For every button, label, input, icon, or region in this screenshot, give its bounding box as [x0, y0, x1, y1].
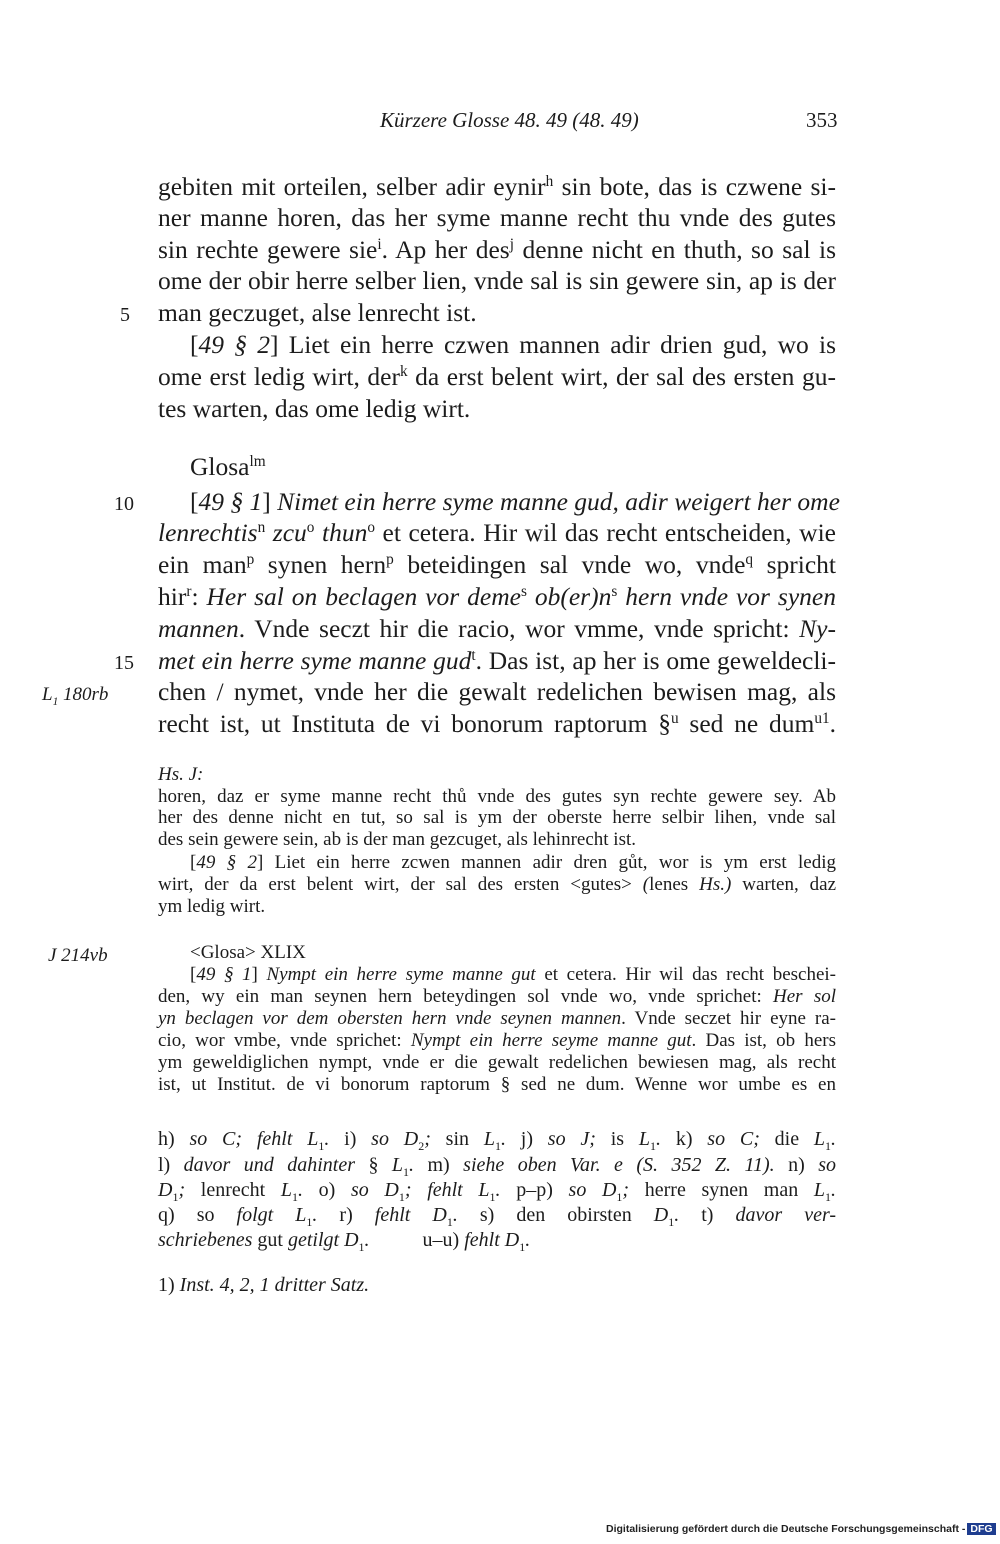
text-run: D — [158, 1179, 173, 1201]
text-run: . — [324, 1128, 330, 1150]
text-line — [158, 807, 836, 829]
line-number: 5 — [120, 304, 130, 326]
text-run: 2 — [418, 1139, 425, 1153]
text-run: mannen — [158, 614, 239, 643]
text-run: 1 — [398, 1190, 405, 1204]
text-run — [701, 1204, 836, 1226]
text-run — [158, 1204, 318, 1229]
text-run: 1 — [306, 1215, 313, 1229]
dfg-logo: DFG — [967, 1523, 995, 1535]
text-run: [ — [190, 964, 197, 985]
text-run: met ein herre syme manne gud — [158, 646, 472, 675]
text-run: 49 § 1 — [196, 964, 252, 985]
text-line — [158, 1074, 836, 1096]
text-run: q — [745, 550, 754, 568]
apparatus-line — [158, 1204, 836, 1227]
text-run: L — [813, 1179, 826, 1201]
text-line — [158, 614, 836, 644]
text-run: 1 — [494, 1139, 501, 1153]
text-run: man geczuget, alse lenrecht ist. — [158, 298, 477, 327]
text-run: u — [671, 709, 679, 727]
text-run: [ — [190, 330, 199, 359]
text-run: beteidingen sal vnde wo, vnde — [393, 550, 746, 579]
text-run: . Vnde seczt hir die racio, wor vmme, vnde spricht: — [238, 614, 800, 643]
text-run: o — [306, 518, 315, 536]
text-line — [158, 1052, 836, 1074]
text-run: cio, wor vmbe, vnde sprichet: — [158, 1030, 411, 1051]
text-run: 1 — [489, 1190, 496, 1204]
text-run: [ — [190, 852, 197, 873]
apparatus-line — [158, 1154, 836, 1177]
text-run: 1 — [668, 1215, 675, 1229]
apparatus-line — [158, 1128, 836, 1151]
glosa-heading — [190, 942, 306, 964]
text-run: so — [818, 1154, 837, 1176]
text-run: . — [831, 1128, 837, 1150]
text-run: p — [386, 550, 394, 568]
text-run — [339, 1204, 458, 1229]
text-line — [158, 172, 836, 202]
text-run: 49 § 2 — [196, 852, 257, 873]
text-run: o — [367, 518, 375, 536]
apparatus-line — [158, 1179, 836, 1202]
text-run: ym ledig wirt. — [158, 896, 266, 917]
text-run: j) — [520, 1128, 548, 1150]
text-run: lenrechtis — [158, 518, 258, 547]
text-run: . — [829, 709, 836, 738]
apparatus-line — [158, 1229, 530, 1252]
text-line — [158, 646, 836, 676]
text-run: herre synen man — [629, 1179, 814, 1201]
text-run: u–u) — [422, 1229, 465, 1251]
text-run: so C; fehlt L — [189, 1128, 319, 1150]
text-run: ( — [642, 874, 650, 895]
text-run: L — [391, 1154, 404, 1176]
text-run: l) — [158, 1154, 184, 1176]
text-run: . — [656, 1128, 661, 1150]
text-run: t — [471, 646, 476, 664]
text-run: 1 — [616, 1190, 623, 1204]
text-run — [158, 1154, 415, 1179]
text-run — [520, 1128, 661, 1153]
text-run: . — [297, 1179, 303, 1201]
text-run: <Glosa> XLIX — [190, 942, 306, 963]
text-run: t) — [701, 1204, 736, 1226]
text-run: fehlt D — [374, 1204, 447, 1226]
text-run: ome erst ledig wirt, der — [158, 362, 400, 391]
text-run: 1) — [158, 1274, 180, 1296]
text-run: is — [595, 1128, 639, 1150]
text-run: ome der obir herre selber lien, vnde sal is sin gewere sin, ap is der — [158, 266, 836, 295]
text-run: n) — [788, 1154, 819, 1176]
text-run: 1 — [318, 1139, 325, 1153]
text-run: . Das ist, ap her is ome geweldecli- — [475, 646, 836, 675]
text-run: recht ist, ut Instituta de vi bonorum raptorum § — [158, 709, 672, 738]
text-run: 1 — [650, 1139, 656, 1153]
text-run: n — [257, 518, 266, 536]
text-run: Nympt ein herre seyme manne gut — [410, 1030, 692, 1051]
text-line — [158, 203, 836, 233]
text-run: . — [831, 1179, 837, 1201]
text-run: et cetera. Hir wil das recht entscheiden, wie — [374, 518, 836, 547]
text-run: [ — [190, 487, 199, 516]
text-run: 49 § 1 — [198, 487, 263, 516]
text-line — [190, 330, 836, 360]
text-run — [516, 1179, 837, 1204]
text-run: her des denne nicht en tut, so sal is ym der oberste herre selbir lihen, vnde sal — [158, 807, 836, 828]
text-line — [158, 582, 836, 612]
text-run: . Vnde seczet hir eyne ra- — [621, 1008, 837, 1029]
text-run: davor ver- — [735, 1204, 837, 1226]
text-run: ; — [424, 1128, 431, 1150]
text-run: so D — [568, 1179, 617, 1201]
text-run: : — [191, 582, 207, 611]
text-run — [422, 1229, 531, 1254]
text-run: Nympt ein herre syme manne gut — [266, 964, 536, 985]
text-run: L — [280, 1179, 292, 1201]
text-run: i) — [344, 1128, 372, 1150]
text-run: lm — [249, 452, 266, 470]
text-run: u1 — [814, 709, 830, 727]
text-line — [158, 266, 836, 296]
text-run: L — [42, 684, 53, 705]
text-line — [190, 964, 836, 986]
text-run — [158, 1128, 330, 1153]
text-run: tes warten, das ome ledig wirt. — [158, 394, 471, 423]
text-run: 1 — [519, 1240, 526, 1254]
text-run: q) so — [158, 1204, 237, 1226]
text-run: h — [545, 172, 554, 190]
text-run: den, wy ein man seynen hern beteydingen sol vnde wo, vnde sprichet: — [158, 986, 774, 1007]
text-run: . Ap her des — [381, 235, 510, 264]
text-run: 1 — [291, 1190, 298, 1204]
text-run: h) — [158, 1128, 190, 1150]
hs-label — [158, 764, 203, 786]
text-line — [158, 298, 477, 328]
text-run: Hs.) — [699, 874, 732, 895]
text-line — [158, 362, 836, 392]
page-number: 353 — [806, 108, 838, 132]
line-number: 15 — [114, 652, 134, 674]
text-line — [158, 235, 836, 265]
text-line — [158, 986, 836, 1008]
text-run: ; fehlt L — [404, 1179, 490, 1201]
text-run: sin bote, das is czwene si- — [553, 172, 836, 201]
text-run: ] Liet ein herre czwen mannen adir drien gud, wo is — [269, 330, 837, 359]
text-line — [158, 1030, 836, 1052]
text-line — [158, 874, 836, 896]
text-run: 1 — [403, 1165, 410, 1179]
source-note — [158, 1274, 369, 1297]
text-run: wirt, der da erst belent wirt, der sal des ersten <gutes> — [158, 874, 643, 895]
manuscript-siglum: J 214vb — [48, 945, 108, 966]
text-line — [158, 677, 836, 707]
text-run: ist, ut Institut. de vi bonorum raptorum § sed ne dum. Wenne wor umbe es en — [158, 1074, 836, 1095]
text-line — [158, 896, 265, 918]
text-run: des sein gewere sein, ab is der man gezcuget, als lehinrecht ist. — [158, 829, 636, 850]
text-run: Hs. J: — [158, 764, 204, 785]
text-run: . — [495, 1179, 501, 1201]
text-run: hern vnde vor synen — [617, 582, 836, 611]
manuscript-siglum — [42, 684, 108, 706]
text-run: lenes — [649, 874, 700, 895]
text-run: s — [520, 582, 527, 600]
text-run: gebiten mit orteilen, selber adir eynir — [158, 172, 546, 201]
text-run: 1 — [172, 1190, 179, 1204]
text-run: . — [409, 1154, 415, 1176]
text-run: m) — [427, 1154, 464, 1176]
text-run: yn beclagen vor dem obersten hern vnde seynen mannen — [158, 1008, 622, 1029]
text-run: . — [452, 1204, 458, 1226]
text-run — [158, 1229, 370, 1254]
running-title: Kürzere Glosse 48. 49 (48. 49) — [380, 108, 639, 132]
glosa-heading — [190, 452, 266, 482]
text-run: synen hern — [254, 550, 387, 579]
text-run: so J; — [547, 1128, 596, 1150]
text-line — [158, 829, 636, 851]
text-run: 1 — [825, 1139, 832, 1153]
text-line — [158, 518, 836, 548]
text-run: horen, daz er syme manne recht thů vnde des gutes syn rechte gewere sey. Ab — [158, 786, 836, 807]
text-run: D — [653, 1204, 669, 1226]
line-number: 10 — [114, 493, 134, 515]
text-run: . — [500, 1128, 506, 1150]
text-run: s) den obirsten — [479, 1204, 654, 1226]
text-run: hir — [158, 582, 187, 611]
text-line — [190, 852, 836, 874]
text-run — [158, 1179, 303, 1204]
text-run: ; — [178, 1179, 186, 1201]
text-run — [788, 1154, 836, 1176]
text-run: schriebenes — [158, 1229, 253, 1251]
text-run — [318, 1179, 501, 1204]
text-run: ein man — [158, 550, 247, 579]
text-run: ] — [251, 964, 267, 985]
digitization-credit: Digitalisierung gefördert durch die Deutsche Forschungsgemeinschaft - DFG — [606, 1523, 996, 1535]
text-run: L — [483, 1128, 495, 1150]
text-run: sin — [430, 1128, 484, 1150]
text-run: . — [525, 1229, 531, 1251]
text-line — [158, 1008, 836, 1030]
text-line — [190, 487, 840, 517]
text-line — [158, 786, 836, 808]
text-run: . — [312, 1204, 318, 1226]
text-run: davor und dahinter — [183, 1154, 355, 1176]
text-run: da erst belent wirt, der sal des ersten gu- — [407, 362, 836, 391]
text-run: . — [364, 1229, 370, 1251]
text-run: o) — [318, 1179, 351, 1201]
text-run: warten, daz — [731, 874, 837, 895]
text-run: § — [355, 1154, 392, 1176]
text-run: spricht — [753, 550, 836, 579]
text-run — [344, 1128, 506, 1153]
text-run: denne nicht en thuth, so sal is — [513, 235, 837, 264]
text-run — [427, 1154, 774, 1176]
text-run: r) — [339, 1204, 375, 1226]
text-run: siehe oben Var. e (S. 352 Z. 11). — [463, 1154, 775, 1176]
text-run: 1 — [52, 695, 59, 708]
text-run: j — [509, 235, 514, 253]
text-run: 1 — [825, 1190, 832, 1204]
text-run: . — [674, 1204, 680, 1226]
text-run: ob(er)n — [526, 582, 612, 611]
text-run: zcu — [265, 518, 307, 547]
text-run: ym geweldiglichen nympt, vnde er die gewalt redelichen bewiesen mag, als recht — [158, 1052, 836, 1073]
text-run: 49 § 2 — [198, 330, 270, 359]
text-run — [479, 1204, 680, 1229]
text-run: fehlt D — [464, 1229, 520, 1251]
text-run: sed ne dum — [678, 709, 815, 738]
text-run: Her sol — [773, 986, 836, 1007]
text-run: so C; — [707, 1128, 760, 1150]
text-run: die — [759, 1128, 814, 1150]
text-run: Her sal on beclagen vor deme — [206, 582, 521, 611]
text-run: i — [377, 235, 382, 253]
text-run: lenrecht — [185, 1179, 281, 1201]
text-line — [158, 550, 836, 580]
text-run: p — [246, 550, 255, 568]
text-run: ; — [622, 1179, 630, 1201]
text-run: Glosa — [190, 452, 250, 481]
text-run: ner manne horen, das her syme manne recht thu vnde des gutes — [158, 203, 836, 232]
text-run: thun — [314, 518, 368, 547]
text-run: k — [399, 362, 408, 380]
text-run: getilgt D — [287, 1229, 359, 1251]
text-run: 1 — [446, 1215, 453, 1229]
text-run: p–p) — [516, 1179, 569, 1201]
text-run: Nimet ein herre syme manne gud, adir weigert her ome — [277, 487, 840, 516]
text-run: Ny- — [799, 614, 836, 643]
text-run: ] Liet ein herre zcwen mannen adir dren gůt, wor is ym erst ledig — [256, 852, 837, 873]
text-run: L — [638, 1128, 650, 1150]
text-run: so D — [371, 1128, 419, 1150]
text-run: L — [813, 1128, 826, 1150]
text-line — [158, 394, 470, 424]
text-run: . Das ist, ob hers — [691, 1030, 836, 1051]
text-run: 180rb — [58, 684, 109, 705]
text-run: s — [611, 582, 618, 600]
text-run: chen / nymet, vnde her die gewalt redelichen bewisen mag, als — [158, 677, 836, 706]
text-run: so D — [350, 1179, 399, 1201]
text-run: 1 — [358, 1240, 365, 1254]
text-line — [158, 709, 836, 739]
text-run: folgt L — [236, 1204, 307, 1226]
text-run: sin rechte gewere sie — [158, 235, 378, 264]
text-run: et cetera. Hir wil das recht beschei- — [535, 964, 836, 985]
text-run — [675, 1128, 837, 1153]
text-run: gut — [252, 1229, 288, 1251]
text-run: Inst. 4, 2, 1 dritter Satz. — [179, 1274, 370, 1296]
text-run: r — [186, 582, 192, 600]
text-run: k) — [675, 1128, 708, 1150]
text-run: ] — [262, 487, 278, 516]
